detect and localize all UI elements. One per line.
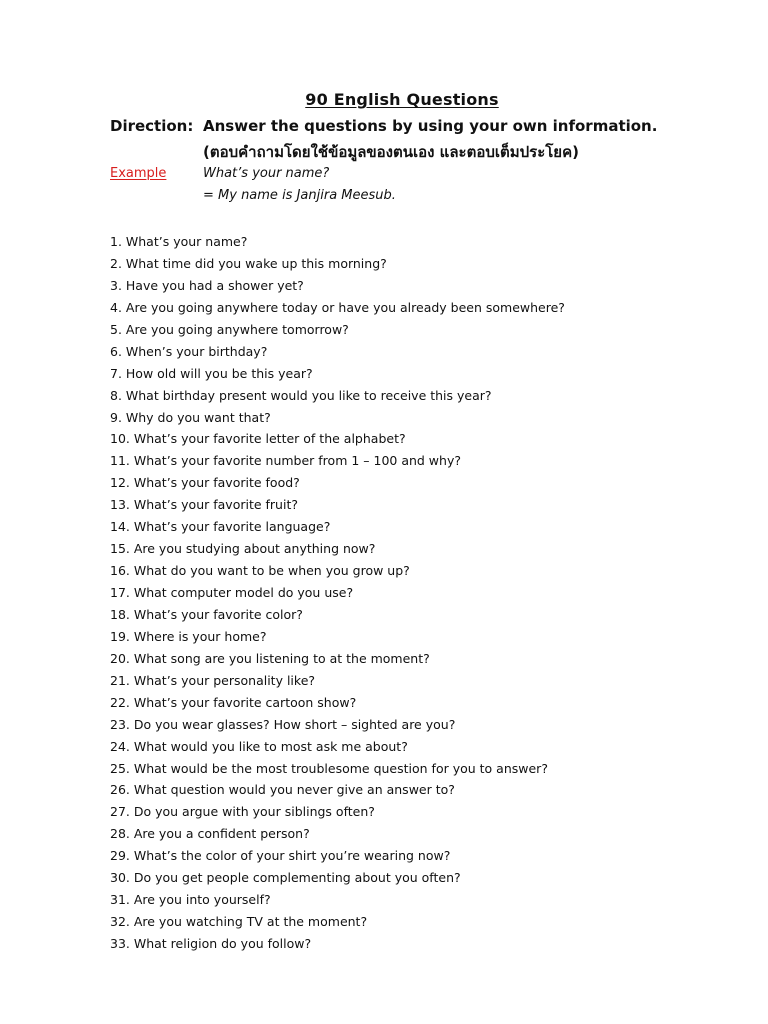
question-item: 32. Are you watching TV at the moment? (110, 914, 368, 930)
question-item: 20. What song are you listening to at the moment? (110, 650, 430, 666)
question-item: 10. What’s your favorite letter of the alphabet? (110, 431, 406, 447)
question-item: 9. Why do you want that? (110, 409, 271, 425)
page-title: 90 English Questions (305, 90, 499, 109)
question-item: 26. What question would you never give an answer to? (110, 782, 455, 798)
question-item: 23. Do you wear glasses? How short – sighted are you? (110, 716, 456, 732)
question-item: 27. Do you argue with your siblings often? (110, 804, 375, 820)
question-item: 2. What time did you wake up this morning? (110, 255, 387, 271)
question-item: 17. What computer model do you use? (110, 585, 354, 600)
question-item: 5. Are you going anywhere tomorrow? (110, 321, 349, 337)
question-item: 33. What religion do you follow? (110, 936, 312, 951)
question-item: 11. What’s your favorite number from 1 – 100 and why? (110, 453, 461, 469)
question-item: 31. Are you into yourself? (110, 892, 271, 908)
question-item: 28. Are you a confident person? (110, 826, 310, 842)
question-item: 19. Where is your home? (110, 628, 267, 644)
question-item: 6. When’s your birthday? (110, 343, 268, 359)
question-item: 30. Do you get people complementing about you often? (110, 870, 461, 886)
example-label: Example (110, 166, 167, 181)
question-item: 16. What do you want to be when you grow up? (110, 563, 410, 579)
example-answer: = My name is Janjira Meesub. (203, 188, 396, 203)
question-item: 21. What’s your personality like? (110, 672, 316, 688)
question-item: 18. What’s your favorite color? (110, 606, 303, 622)
question-item: 3. Have you had a shower yet? (110, 277, 304, 293)
question-item: 29. What’s the color of your shirt you’re wearing now? (110, 848, 451, 864)
example-question: What’s your name? (203, 166, 330, 181)
question-item: 25. What would be the most troublesome question for you to answer? (110, 760, 548, 776)
question-list (110, 231, 565, 955)
question-item: 8. What birthday present would you like to receive this year? (110, 387, 492, 403)
question-item: 24. What would you like to most ask me about? (110, 738, 408, 754)
question-item: 1. What’s your name? (110, 234, 248, 249)
question-item: 13. What’s your favorite fruit? (110, 497, 298, 513)
question-item: 22. What’s your favorite cartoon show? (110, 694, 357, 710)
question-item: 4. Are you going anywhere today or have you already been somewhere? (110, 299, 565, 315)
question-item: 7. How old will you be this year? (110, 365, 313, 381)
question-item: 15. Are you studying about anything now? (110, 541, 376, 557)
direction-label: Direction: (110, 117, 194, 135)
direction-text: Answer the questions by using your own information. (203, 117, 658, 135)
direction-thai-text: (ตอบคำถามโดยใช้ข้อมูลของตนเอง และตอบเต็มประโยค) (203, 143, 579, 161)
question-item: 12. What’s your favorite food? (110, 475, 300, 491)
question-item: 14. What’s your favorite language? (110, 519, 331, 535)
